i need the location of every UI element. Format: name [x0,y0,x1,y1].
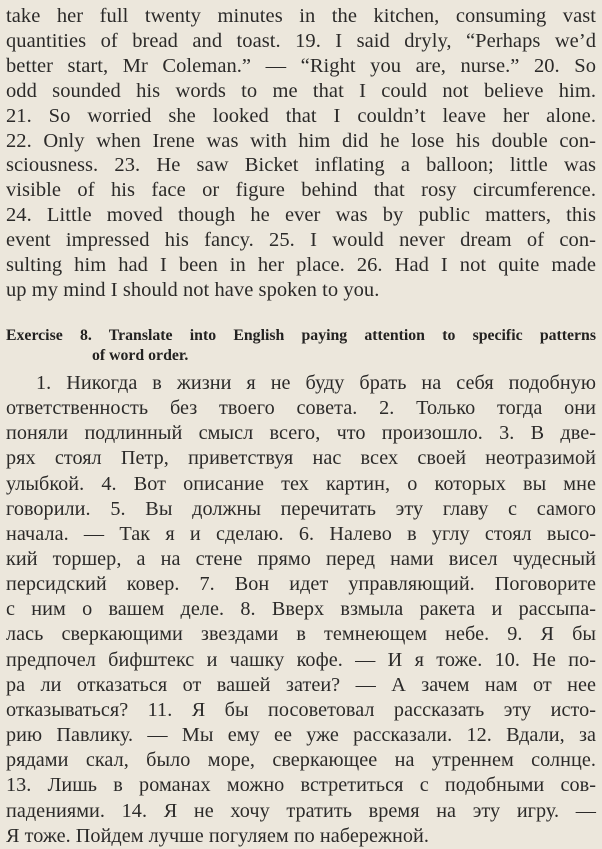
text-line: Я тоже. Пойдем лучше погуляем по набережной. [6,824,429,847]
text-line: рях стоял Петр, приветствуя нас всех своей неотразимой [6,447,596,470]
text-line: up my mind I should not have spoken to you. [6,278,380,301]
text-line: sulting him had I been in her place. 26. Had I not quite made [6,254,596,277]
continued-paragraph [6,4,596,303]
text-line: 24. Little moved though he ever was by public matters, this [6,204,596,227]
text-line: рядами скал, было море, сверкающее на утреннем солнце. [6,749,596,772]
text-line: 1. Никогда в жизни я не буду брать на себя подобную [36,371,596,394]
text-line: рию Павлику. — Мы ему ее уже рассказали. 12. Вдали, за [6,724,596,747]
text-line: odd sounded his words to me that I could not believe him. [6,79,596,102]
text-line: 21. So worried she looked that I couldn’t leave her alone. [6,104,596,127]
text-line: начала. — Так я и сделаю. 6. Налево в углу стоял высо- [6,522,596,545]
text-line: предпочел бифштекс и чашку кофе. — И я тоже. 10. Не по- [6,648,596,671]
text-line: поняли подлинный смысл всего, что произошло. 3. В две- [6,422,596,445]
text-line: event impressed his fancy. 25. I would never dream of con- [6,229,596,252]
text-line: take her full twenty minutes in the kitchen, consuming vast [6,5,596,27]
exercise-heading-line-2: of word order. [92,347,189,365]
text-line: 13. Лишь в романах можно встретиться с подобными сов- [6,774,596,797]
text-line: quantities of bread and toast. 19. I said dryly, “Perhaps we’d [6,29,596,52]
text-line: ра ли отказаться от вашей затеи? — А зачем нам от нее [6,673,596,696]
text-line: улыбкой. 4. Вот описание тех картин, о которых вы мне [6,472,596,495]
text-line: персидский ковер. 7. Вон идет управляющий. Поговорите [6,573,596,596]
text-line: better start, Mr Coleman.” — “Right you are, nurse.” 20. So [6,54,596,77]
exercise-heading-line-1: Exercise 8. Translate into English paying attention to specific patterns [6,326,596,344]
text-line: ответственность без твоего совета. 2. Только тогда они [6,397,596,420]
exercise-heading [6,326,596,367]
text-line: visible of his face or figure behind that rosy circumference. [6,179,596,202]
text-line: кий торшер, а на стене прямо перед нами висел чудесный [6,547,596,570]
text-line: с ним о вашем деле. 8. Вверх взмыла ракета и рассыпа- [6,598,596,621]
text-line: падениями. 14. Я не хочу тратить время на эту игру. — [6,799,596,822]
text-line: лась сверкающими звездами в темнеющем небе. 9. Я бы [6,623,596,646]
exercise-body [6,371,596,849]
text-line: говорили. 5. Вы должны перечитать эту главу с самого [6,497,596,520]
text-line: 22. Only when Irene was with him did he lose his double con- [6,129,596,152]
text-line: sciousness. 23. He saw Bicket inflating a balloon; little was [6,154,596,177]
text-line: отказываться? 11. Я бы посоветовал рассказать эту исто- [6,698,596,721]
